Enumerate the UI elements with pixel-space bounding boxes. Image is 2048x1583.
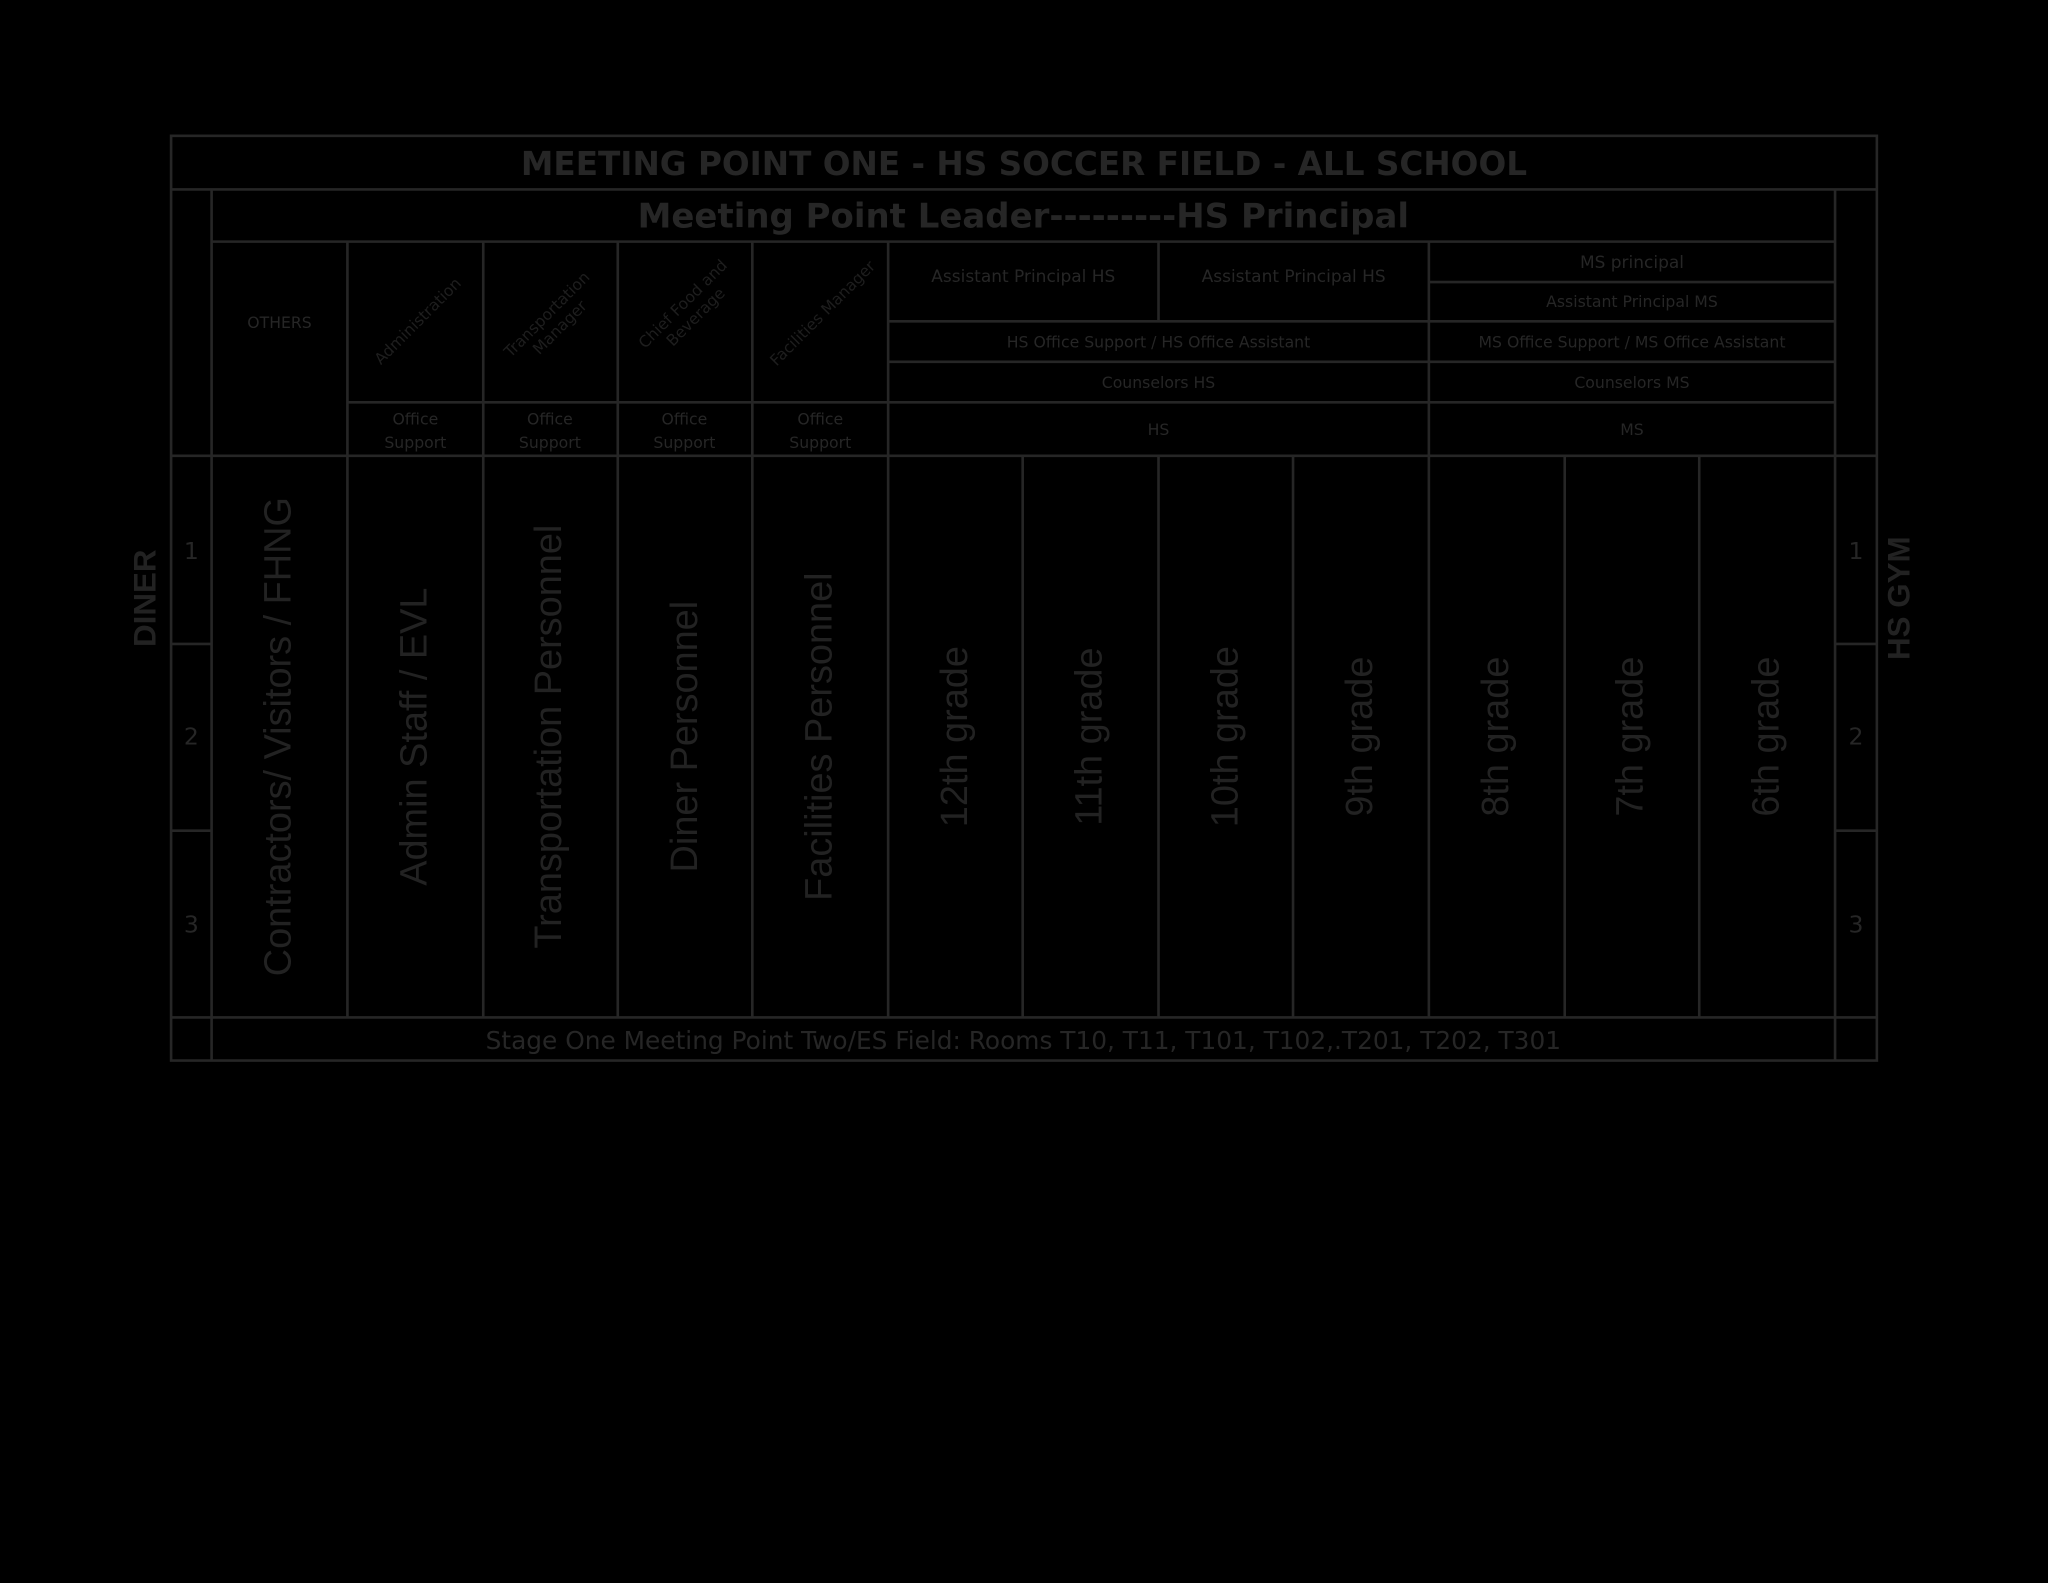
role-header-transportation-manager: Transportation Manager bbox=[500, 267, 594, 361]
chart-title: MEETING POINT ONE - HS SOCCER FIELD - ALL SCHOOL bbox=[520, 144, 1528, 183]
counselors-hs: Counselors HS bbox=[1101, 373, 1216, 392]
column-7th-grade: 7th grade bbox=[1609, 656, 1652, 817]
column-admin-staff: Admin Staff / EVL bbox=[393, 587, 436, 886]
column-contractors-visitors: Contractors/ Visitors / FHNG bbox=[257, 497, 300, 977]
column-8th-grade: 8th grade bbox=[1475, 656, 1518, 817]
column-diner-personnel: Diner Personnel bbox=[664, 600, 706, 873]
row-number-left-1: 1 bbox=[183, 537, 199, 565]
row-number-left-2: 2 bbox=[183, 722, 199, 751]
column-6th-grade: 6th grade bbox=[1745, 656, 1788, 817]
column-12th-grade: 12th grade bbox=[934, 646, 977, 828]
column-10th-grade: 10th grade bbox=[1204, 646, 1247, 828]
assistant-principal-ms: Assistant Principal MS bbox=[1546, 292, 1718, 311]
hs-division-label: HS bbox=[1147, 420, 1170, 439]
column-9th-grade: 9th grade bbox=[1339, 656, 1382, 817]
assistant-principal-hs-1: Assistant Principal HS bbox=[931, 267, 1116, 287]
hs-office-support: HS Office Support / HS Office Assistant bbox=[1006, 333, 1311, 352]
role-header-facilities-manager: Facilities Manager bbox=[766, 257, 879, 370]
right-side-label: HS GYM bbox=[1882, 536, 1918, 661]
row-number-right-1: 1 bbox=[1848, 537, 1864, 565]
stage-one-footer: Stage One Meeting Point Two/ES Field: Rooms T10, T11, T101, T102,.T201, T202, T301 bbox=[485, 1025, 1562, 1055]
office-support-transportation: Office Support bbox=[518, 410, 581, 452]
office-support-admin: Office Support bbox=[384, 410, 447, 452]
assistant-principal-hs-2: Assistant Principal HS bbox=[1201, 267, 1386, 287]
others-header: OTHERS bbox=[247, 313, 312, 332]
office-support-diner: Office Support bbox=[653, 410, 716, 452]
left-side-label: DINER bbox=[127, 549, 164, 647]
meeting-point-leader: Meeting Point Leader---------HS Principal bbox=[637, 196, 1410, 236]
ms-office-support: MS Office Support / MS Office Assistant bbox=[1478, 333, 1786, 352]
counselors-ms: Counselors MS bbox=[1574, 373, 1690, 392]
column-11th-grade: 11th grade bbox=[1069, 647, 1111, 826]
office-support-facilities: Office Support bbox=[789, 410, 852, 452]
row-number-right-2: 2 bbox=[1848, 722, 1864, 751]
row-number-left-3: 3 bbox=[183, 911, 199, 939]
ms-division-label: MS bbox=[1620, 420, 1644, 439]
column-facilities-personnel: Facilities Personnel bbox=[798, 572, 841, 901]
role-header-administration: Administration bbox=[370, 274, 465, 369]
ms-principal: MS principal bbox=[1579, 252, 1684, 273]
row-number-right-3: 3 bbox=[1848, 911, 1864, 939]
role-header-chief-food-beverage: Chief Food and Beverage bbox=[634, 256, 731, 353]
column-transportation-personnel: Transportation Personnel bbox=[528, 524, 571, 949]
